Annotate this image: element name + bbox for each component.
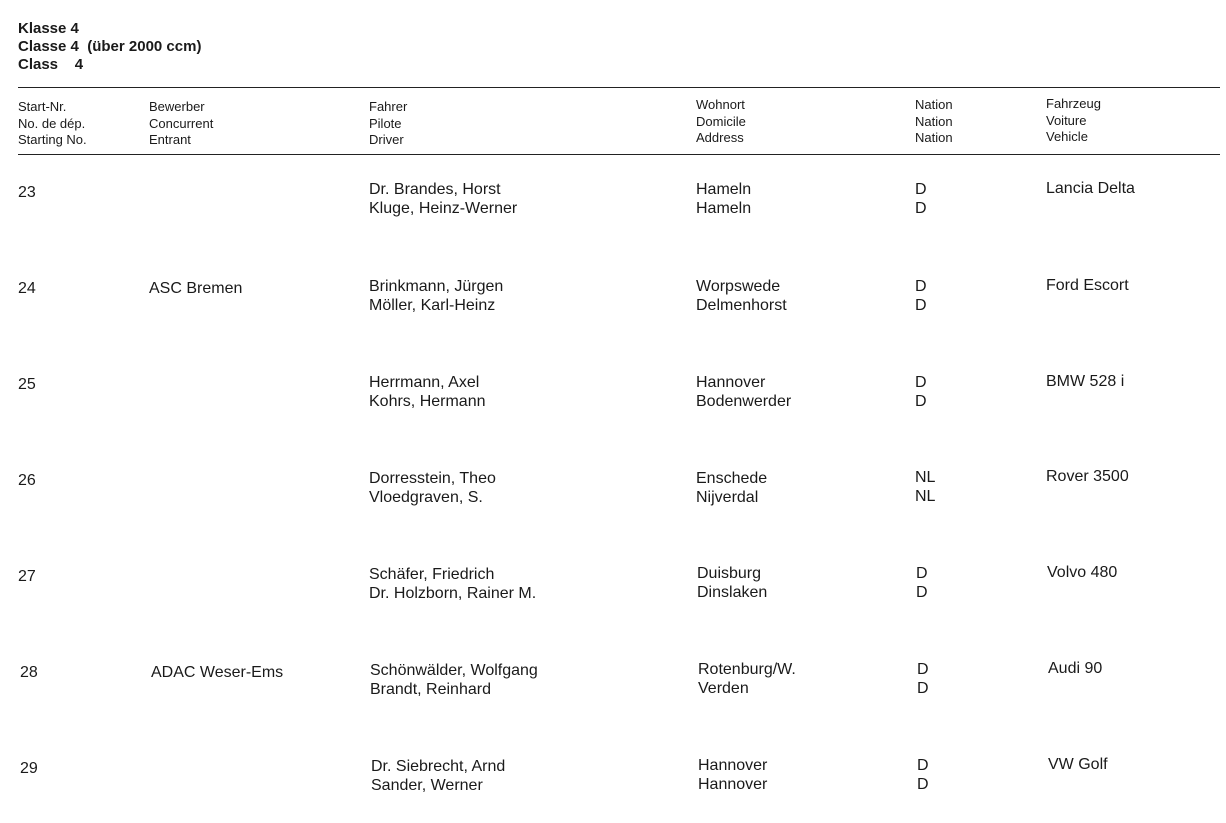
start-number: 27 [18, 568, 36, 585]
header-start-number: Start-Nr. No. de dép. Starting No. [18, 99, 87, 147]
vehicle: Audi 90 [1048, 660, 1103, 677]
header-driver: Fahrer Pilote Driver [369, 99, 408, 147]
addresses: Duisburg Dinslaken [697, 565, 768, 601]
table-row [0, 469, 1226, 529]
drivers: Schönwälder, Wolfgang Brandt, Reinhard [370, 662, 538, 698]
header-vehicle: Fahrzeug Voiture Vehicle [1046, 96, 1101, 144]
addresses: Hameln Hameln [696, 181, 752, 217]
vehicle: Volvo 480 [1047, 564, 1118, 581]
drivers: Schäfer, Friedrich Dr. Holzborn, Rainer M. [369, 566, 537, 602]
start-number: 29 [20, 760, 38, 777]
start-number: 28 [20, 664, 38, 681]
class-title [18, 20, 201, 74]
entrant: ADAC Weser-Ems [151, 664, 284, 681]
nations: D D [915, 278, 927, 314]
header-nation: Nation Nation Nation [915, 97, 953, 145]
nations: D D [915, 181, 927, 217]
addresses: Hannover Hannover [698, 757, 768, 793]
vehicle: VW Golf [1048, 756, 1108, 773]
addresses: Hannover Bodenwerder [696, 374, 792, 410]
nations: NL NL [915, 469, 936, 505]
table-row [0, 180, 1226, 240]
vehicle: BMW 528 i [1046, 373, 1125, 390]
class-title-english: Class 4 [18, 56, 84, 73]
start-number: 26 [18, 472, 36, 489]
nations: D D [915, 374, 927, 410]
vehicle: Lancia Delta [1046, 180, 1135, 197]
nations: D D [917, 757, 929, 793]
start-number: 23 [18, 184, 36, 201]
class-title-german: Klasse 4 [18, 20, 79, 37]
table-row [0, 277, 1226, 337]
addresses: Enschede Nijverdal [696, 470, 768, 506]
vehicle: Ford Escort [1046, 277, 1129, 294]
drivers: Dorresstein, Theo Vloedgraven, S. [369, 470, 496, 506]
class-title-french: Classe 4 (über 2000 ccm) [18, 38, 202, 55]
start-number: 24 [18, 280, 36, 297]
header-address: Wohnort Domicile Address [696, 97, 746, 145]
header-top-rule [18, 87, 1220, 88]
drivers: Dr. Siebrecht, Arnd Sander, Werner [371, 758, 506, 794]
table-row [0, 565, 1226, 625]
vehicle: Rover 3500 [1046, 468, 1129, 485]
addresses: Worpswede Delmenhorst [696, 278, 787, 314]
table-row [0, 757, 1226, 817]
drivers: Brinkmann, Jürgen Möller, Karl-Heinz [369, 278, 504, 314]
addresses: Rotenburg/W. Verden [698, 661, 796, 697]
start-number: 25 [18, 376, 36, 393]
table-row [0, 373, 1226, 433]
drivers: Dr. Brandes, Horst Kluge, Heinz-Werner [369, 181, 518, 217]
table-row [0, 661, 1226, 721]
drivers: Herrmann, Axel Kohrs, Hermann [369, 374, 486, 410]
entrant: ASC Bremen [149, 280, 243, 297]
header-entrant: Bewerber Concurrent Entrant [149, 99, 214, 147]
nations: D D [916, 565, 928, 601]
nations: D D [917, 661, 929, 697]
header-bottom-rule [18, 154, 1220, 155]
